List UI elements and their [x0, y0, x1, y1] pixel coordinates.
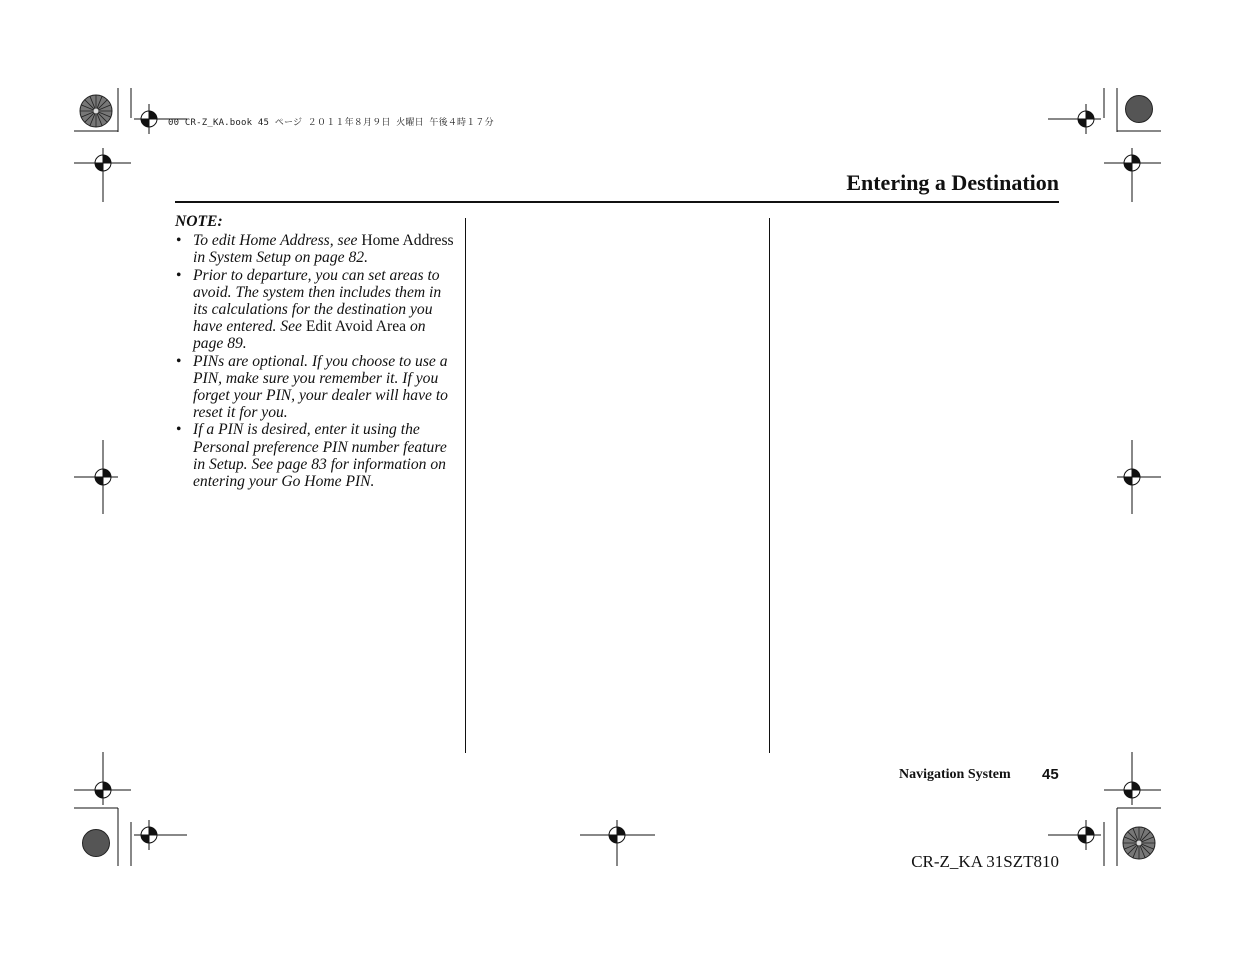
note-label: NOTE:	[175, 213, 223, 230]
note-text: Prior to departure, you can set areas to avoid. The system then includes them in its calculations for the destination you have entered. See	[193, 266, 442, 336]
footer-section-label: Navigation System	[899, 767, 1011, 782]
reference-link-edit-avoid-area: Edit Avoid Area	[305, 318, 407, 336]
footer-page-number: 45	[1042, 766, 1059, 783]
note-text: PINs are optional. If you choose to use a PIN, make sure you remember it. If you forget your PIN, your dealer will have to reset it for you.	[193, 352, 448, 422]
note-text: If a PIN is desired, enter it using the Personal preference PIN number feature in Setup. See page 83 for information on entering your Go Home PIN.	[193, 421, 447, 491]
page-title: Entering a Destination	[846, 170, 1059, 195]
print-header: 00 CR-Z_KA.book 45 ページ ２０１１年８月９日 火曜日 午後４時１７分	[168, 118, 494, 128]
document-code: CR-Z_KA 31SZT810	[911, 852, 1059, 871]
reference-link-home-address: Home Address	[361, 232, 454, 250]
note-text: on page 89.	[193, 318, 426, 353]
note-text: To edit Home Address, see	[193, 232, 362, 250]
note-text: in System Setup on page 82.	[193, 249, 368, 267]
